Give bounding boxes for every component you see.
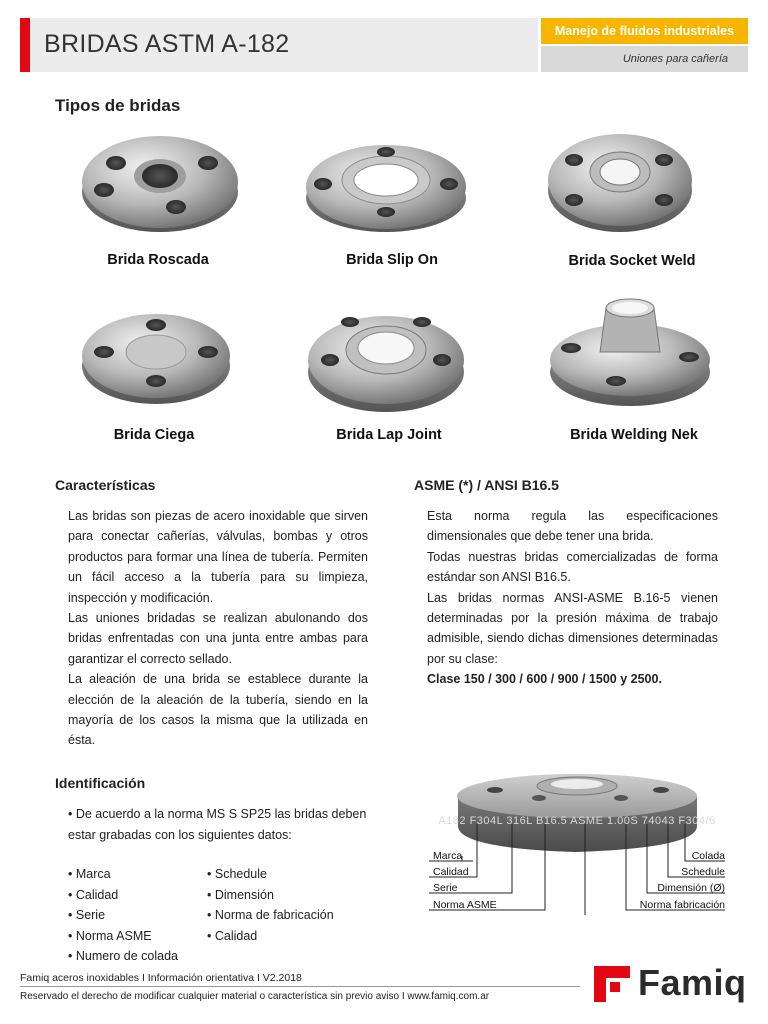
footer-divider [20,986,580,987]
list-item: • Norma ASME [68,926,208,947]
list-item: • Numero de colada [68,946,208,967]
flange-label-threaded: Brida Roscada [107,252,209,268]
asme-paragraph: Todas nuestras bridas comercializadas de forma estándar son ANSI B16.5. [427,549,718,585]
list-item: • Marca [68,864,208,885]
list-item: • Dimensión [207,885,377,906]
types-heading: Tipos de bridas [55,96,181,115]
diagram-label-calidad: Calidad [433,866,469,878]
list-item: • Norma de fabricación [207,905,377,926]
category-badge: Manejo de fluidos industriales [541,18,748,44]
identification-list-left [68,864,208,967]
diagram-label-dimension: Dimensión (Ø) [657,882,725,894]
flange-label-welding-neck: Brida Welding Nek [570,427,698,443]
characteristics-text [68,506,368,751]
flange-blind-image [82,314,230,404]
flange-slip-on-image [306,145,466,232]
flange-lap-joint-image [308,316,464,412]
characteristics-heading: Características [55,477,156,493]
diagram-label-norma-asme: Norma ASME [433,899,497,911]
characteristics-paragraph: Las uniones bridadas se realizan abulonando dos bridas enfrentadas con una junta entre ambas para garantizar el correcto sellado. [68,611,368,666]
flange-threaded-image [82,136,238,232]
subcategory-badge: Uniones para cañería [541,46,748,72]
identification-list-right [207,864,377,946]
flange-welding-neck-image [550,299,710,406]
identification-intro [68,804,378,845]
diagram-label-marca: Marca [433,850,463,862]
asme-paragraph: Las bridas normas ANSI-ASME B.16-5 vienen determinadas por la presión máxima de trabajo admisible, siendo dichas dimensiones determinadas por su clase: [427,590,718,666]
footer-info: Famiq aceros inoxidables I Información orientativa I V2.2018 [20,972,302,984]
characteristics-paragraph: La aleación de una brida se establece durante la elección de la aleación de la tubería, siendo en la mayoría de los casos la misma que la utilizada en ésta. [68,672,368,748]
identification-heading: Identificación [55,775,146,791]
identification-intro-text: • De acuerdo a la norma MS S SP25 las bridas deben estar grabadas con los siguientes datos: [68,804,378,845]
flange-images [0,0,768,460]
flange-label-lap-joint: Brida Lap Joint [336,427,442,443]
famiq-logo-text: Famiq [638,962,747,1003]
engraving-text: A182 F304L 316L B16.5 ASME 1.00S 74043 F304/6 [438,815,716,827]
flange-label-blind: Brida Ciega [113,427,195,443]
asme-classes: Clase 150 / 300 / 600 / 900 / 1500 y 2500. [427,672,662,687]
diagram-label-schedule: Schedule [681,866,725,878]
characteristics-paragraph: Las bridas son piezas de acero inoxidable que sirven para conectar cañerías, válvulas, bombas y otros productos para formar una línea de tubería. Permiten un fácil acceso a la tubería para su limpieza, inspección y modificación. [68,509,368,605]
asme-text [427,506,718,690]
asme-heading: ASME (*) / ANSI B16.5 [414,477,559,493]
flange-socket-weld-image [548,134,692,232]
list-item: • Serie [68,905,208,926]
flange-label-socket-weld: Brida Socket Weld [568,253,696,269]
footer-disclaimer: Reservado el derecho de modificar cualquier material o característica sin previo aviso I www.famiq.com.ar [20,991,490,1002]
list-item: • Schedule [207,864,377,885]
famiq-logo-icon [594,966,634,1006]
flange-label-slip-on: Brida Slip On [346,252,438,268]
diagram-label-serie: Serie [433,882,458,894]
asme-paragraph: Esta norma regula las especificaciones dimensionales que debe tener una brida. [427,509,718,544]
flange-marking-diagram [425,760,735,925]
list-item: • Calidad [68,885,208,906]
diagram-label-norma-fabricacion: Norma fabricación [639,899,725,911]
list-item: • Calidad [207,926,377,947]
page-title: BRIDAS ASTM A-182 [44,30,290,58]
diagram-label-colada: Colada [691,850,725,862]
